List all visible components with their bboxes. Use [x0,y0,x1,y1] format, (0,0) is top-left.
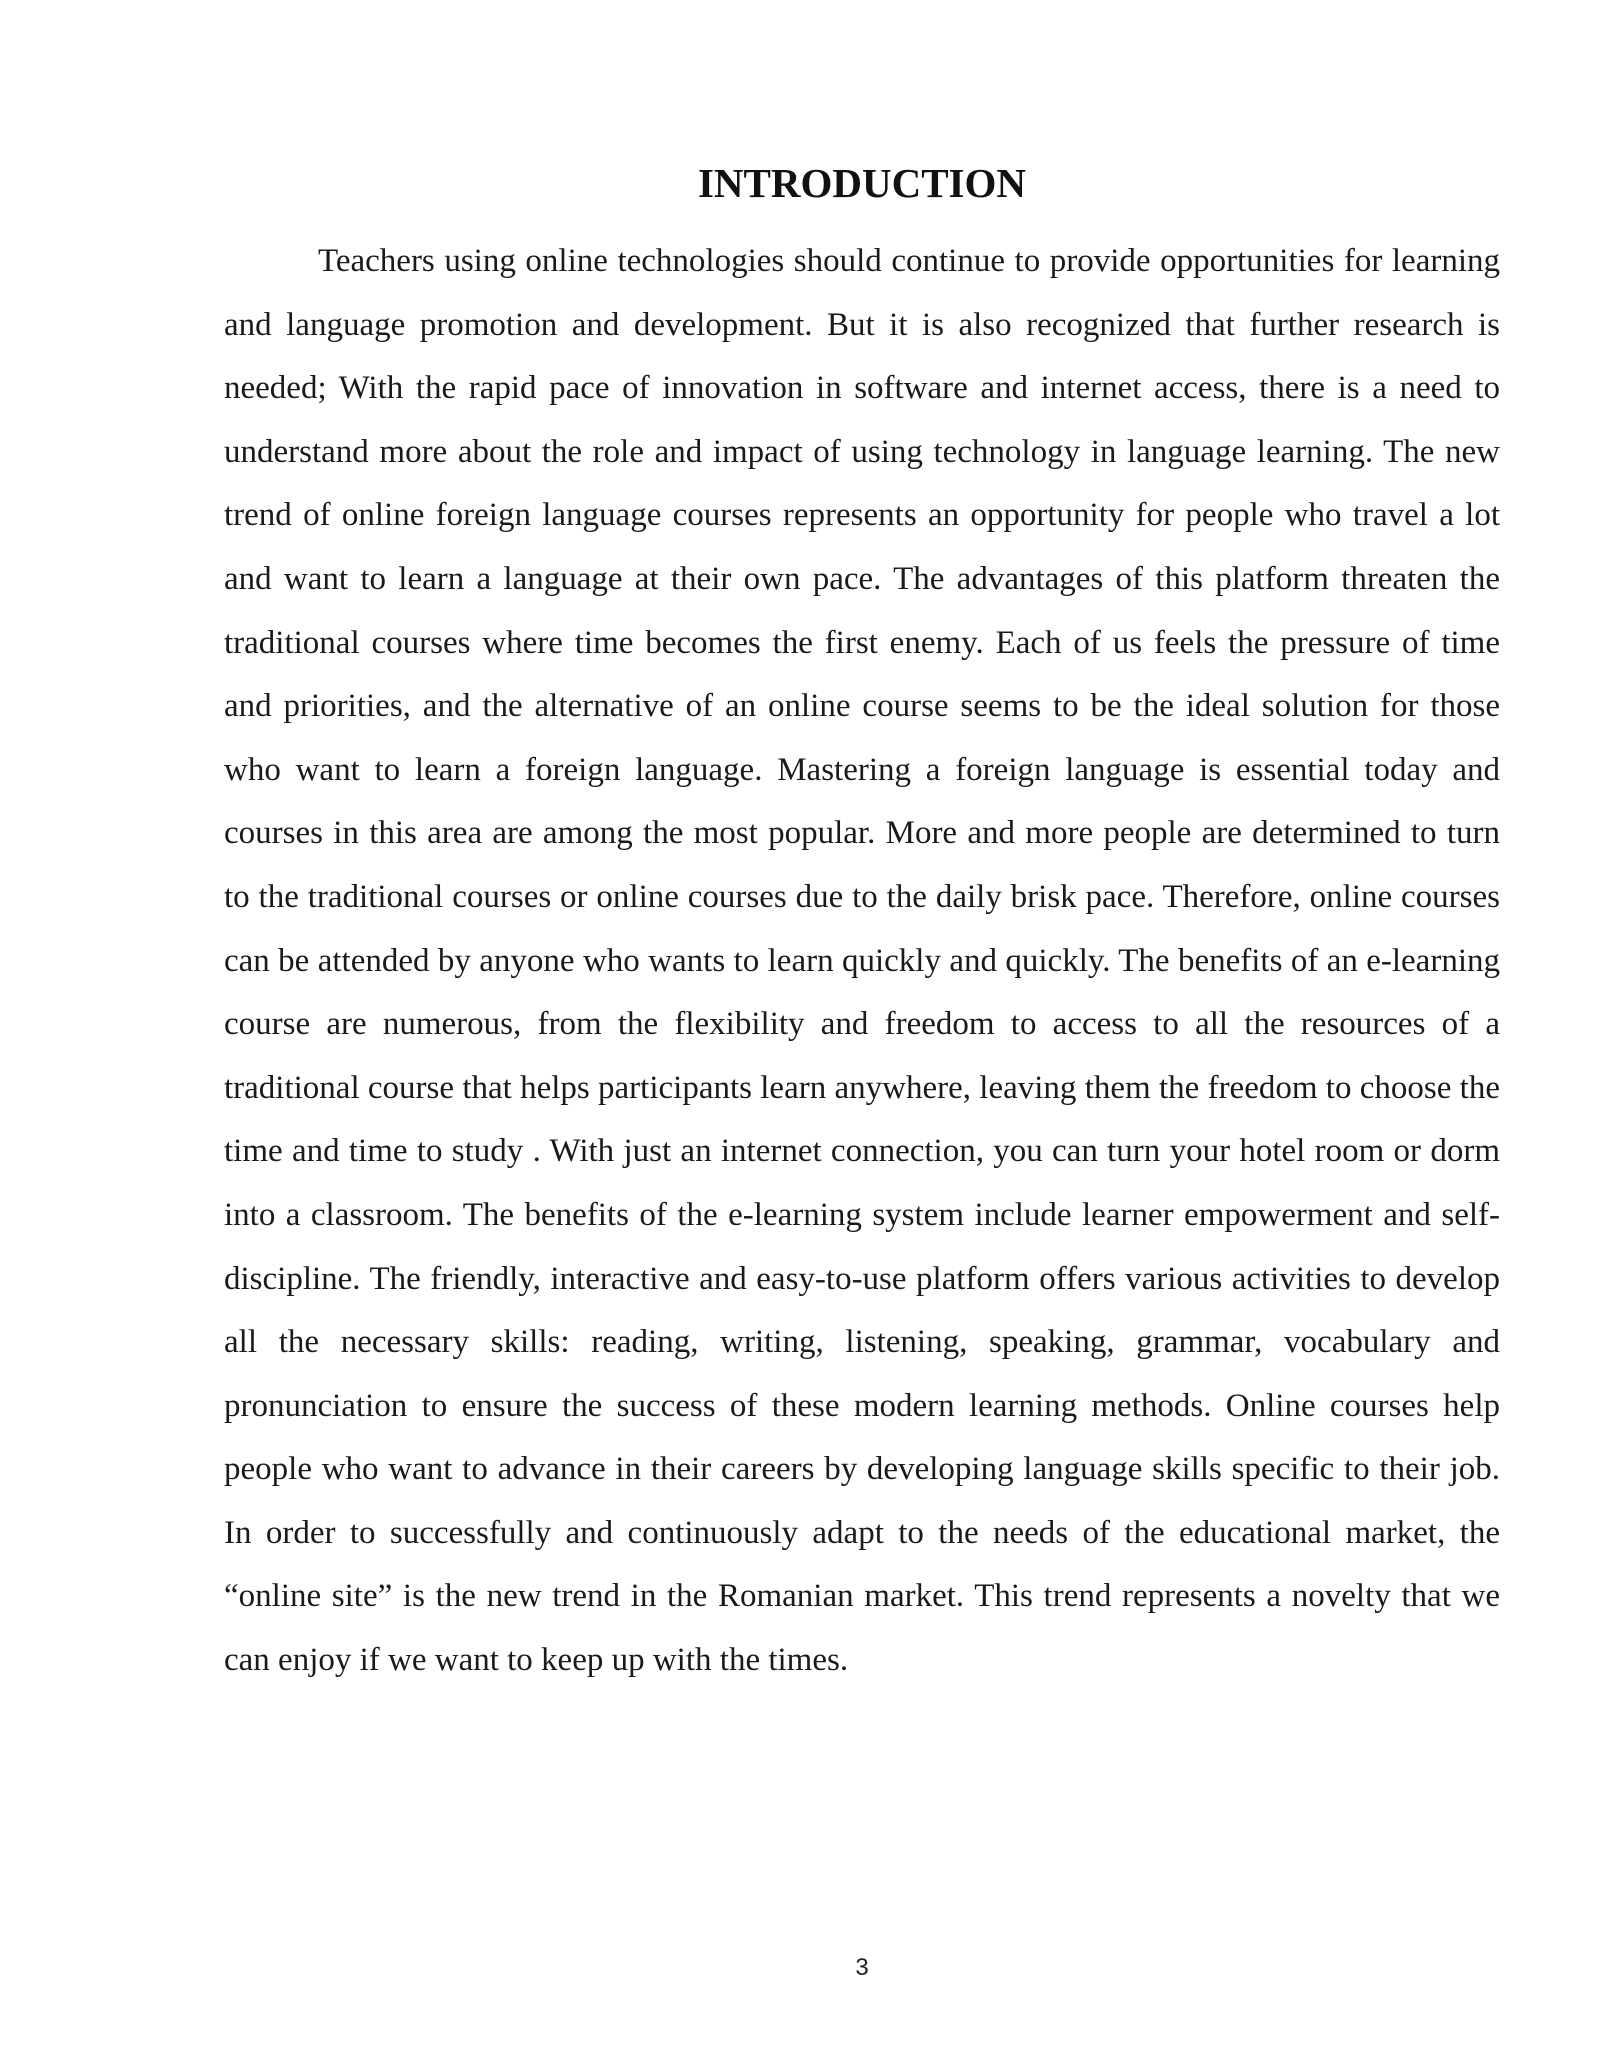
page-number: 3 [855,1954,869,1981]
body-paragraph: Teachers using online technologies should continue to provide opportunities for learning and language promotion and development. But it is also recognized that further research is needed; With the rapid pace of innovation in software and internet access, there is a need to understand more about the role and impact of using technology in language learning. The new trend of online foreign language courses represents an opportunity for people who travel a lot and want to learn a language at their own pace. The advantages of this platform threaten the traditional courses where time becomes the first enemy. Each of us feels the pressure of time and priorities, and the alternative of an online course seems to be the ideal solution for those who want to learn a foreign language. Mastering a foreign language is essential today and courses in this area are among the most popular. More and more people are determined to turn to the traditional courses or online courses due to the daily brisk pace. Therefore, online courses can be attended by anyone who wants to learn quickly and quickly. The benefits of an e-learning course are numerous, from the flexibility and freedom to access to all the resources of a traditional course that helps participants learn anywhere, leaving them the freedom to choose the time and time to study . With just an internet connection, you can turn your hotel room or dorm into a classroom. The benefits of the e-learning system include learner empowerment and self-discipline. The friendly, interactive and easy-to-use platform offers various activities to develop all the necessary skills: reading, writing, listening, speaking, grammar, vocabulary and pronunciation to ensure the success of these modern learning methods. Online courses help people who want to advance in their careers by developing language skills specific to their job. In order to successfully and continuously adapt to the needs of the educational market, the “online site” is the new trend in the Romanian market. This trend represents a novelty that we can enjoy if we want to keep up with the times. [224,243,1500,1679]
section-heading: INTRODUCTION [697,160,1027,206]
